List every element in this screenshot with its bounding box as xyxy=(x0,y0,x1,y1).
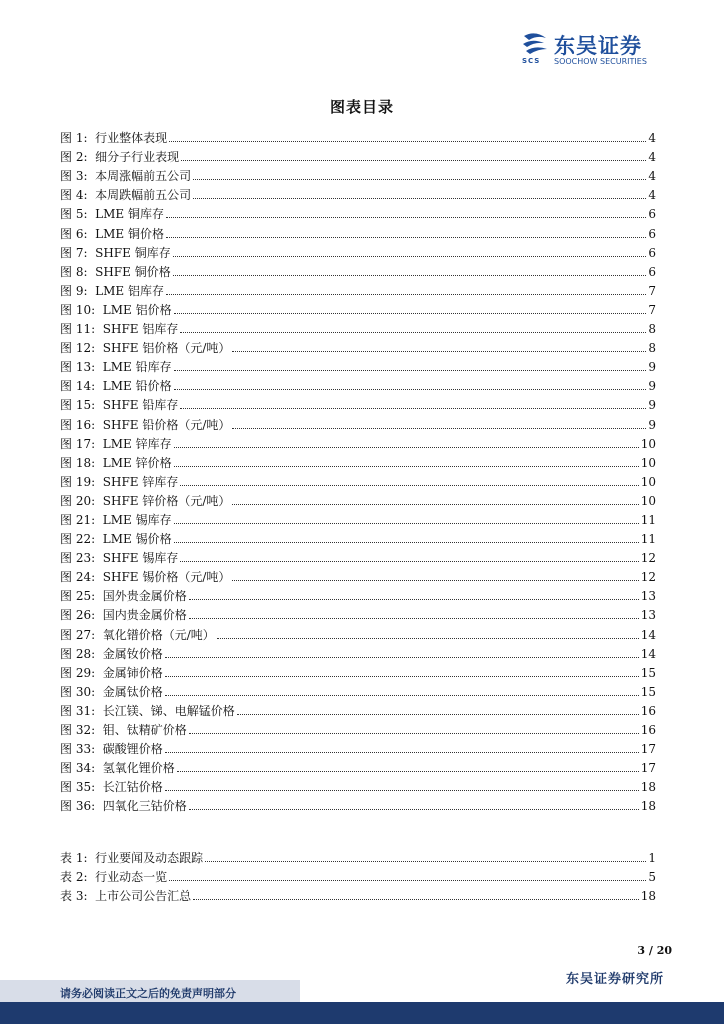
toc-entry[interactable] xyxy=(60,145,656,164)
toc-label: 图 9: LME 铝库存 xyxy=(60,283,164,298)
table-list xyxy=(60,846,656,903)
toc-page: 9 xyxy=(648,360,656,375)
toc-entry[interactable] xyxy=(60,393,656,412)
dot-leader xyxy=(165,695,639,696)
toc-page: 10 xyxy=(640,493,656,508)
toc-entry[interactable] xyxy=(60,865,656,884)
toc-entry[interactable] xyxy=(60,298,656,317)
toc-label: 图 12: SHFE 铝价格（元/吨） xyxy=(60,341,231,356)
toc-entry[interactable] xyxy=(60,412,656,431)
toc-page: 4 xyxy=(648,150,656,165)
toc-label: 图 23: SHFE 锡库存 xyxy=(60,551,179,566)
toc-page: 1 xyxy=(648,851,656,866)
toc-entry[interactable] xyxy=(60,756,656,775)
toc-page: 6 xyxy=(648,245,656,260)
toc-entry[interactable] xyxy=(60,221,656,240)
toc-page: 14 xyxy=(640,627,656,642)
toc-label: 表 3: 上市公司公告汇总 xyxy=(60,889,192,904)
toc-page: 9 xyxy=(648,379,656,394)
toc-entry[interactable] xyxy=(60,202,656,221)
toc-entry[interactable] xyxy=(60,260,656,279)
toc-entry[interactable] xyxy=(60,183,656,202)
toc-page: 4 xyxy=(648,131,656,146)
toc-label: 图 28: 金属钕价格 xyxy=(60,646,163,661)
toc-page: 16 xyxy=(640,703,656,718)
dot-leader xyxy=(232,580,638,581)
toc-label: 图 6: LME 铜价格 xyxy=(60,226,164,241)
dot-leader xyxy=(189,599,639,600)
figure-list xyxy=(60,126,656,813)
dot-leader xyxy=(217,638,639,639)
toc-page: 13 xyxy=(640,608,656,623)
dot-leader xyxy=(237,714,639,715)
toc-entry[interactable] xyxy=(60,642,656,661)
dot-leader xyxy=(173,275,646,276)
toc-label: 图 22: LME 锡价格 xyxy=(60,532,172,547)
dot-leader xyxy=(166,294,646,295)
dot-leader xyxy=(174,313,646,314)
logo-abbreviation: SCS xyxy=(522,57,541,65)
dot-leader xyxy=(165,657,639,658)
dot-leader xyxy=(165,752,639,753)
disclaimer-text: 请务必阅读正文之后的免责声明部分 xyxy=(60,987,236,1000)
toc-entry[interactable] xyxy=(60,336,656,355)
toc-page: 17 xyxy=(640,761,656,776)
dot-leader xyxy=(166,237,646,238)
toc-page: 12 xyxy=(640,551,656,566)
toc-label: 图 29: 金属铈价格 xyxy=(60,665,163,680)
toc-entry[interactable] xyxy=(60,680,656,699)
toc-page: 12 xyxy=(640,570,656,585)
dot-leader xyxy=(180,332,646,333)
toc-entry[interactable] xyxy=(60,565,656,584)
toc-label: 图 10: LME 铝价格 xyxy=(60,302,172,317)
toc-page: 13 xyxy=(640,589,656,604)
dot-leader xyxy=(174,466,639,467)
toc-label: 图 4: 本周跌幅前五公司 xyxy=(60,188,192,203)
toc-label: 图 27: 氧化镨价格（元/吨） xyxy=(60,627,215,642)
soochow-logo-icon xyxy=(520,32,550,56)
dot-leader xyxy=(232,428,646,429)
toc-entry[interactable] xyxy=(60,451,656,470)
toc-page: 11 xyxy=(640,532,656,547)
toc-label: 图 31: 长江镁、锑、电解锰价格 xyxy=(60,703,235,718)
toc-page: 15 xyxy=(640,665,656,680)
dot-leader xyxy=(166,217,646,218)
dot-leader xyxy=(174,523,639,524)
toc-page: 4 xyxy=(648,188,656,203)
toc-entry[interactable] xyxy=(60,317,656,336)
toc-entry[interactable] xyxy=(60,508,656,527)
dot-leader xyxy=(189,618,639,619)
logo-english-name: SOOCHOW SECURITIES xyxy=(554,57,647,66)
dot-leader xyxy=(180,561,638,562)
dot-leader xyxy=(165,676,639,677)
toc-page: 10 xyxy=(640,455,656,470)
toc-label: 图 7: SHFE 铜库存 xyxy=(60,245,171,260)
dot-leader xyxy=(193,899,639,900)
toc-entry[interactable] xyxy=(60,241,656,260)
toc-page: 5 xyxy=(648,870,656,885)
toc-entry[interactable] xyxy=(60,527,656,546)
toc-page: 9 xyxy=(648,417,656,432)
toc-page: 15 xyxy=(640,684,656,699)
dot-leader xyxy=(193,179,646,180)
toc-label: 图 13: LME 铅库存 xyxy=(60,360,172,375)
toc-entry[interactable] xyxy=(60,737,656,756)
toc-label: 图 26: 国内贵金属价格 xyxy=(60,608,187,623)
page-title: 图表目录 xyxy=(329,98,394,116)
toc-label: 图 21: LME 锡库存 xyxy=(60,512,172,527)
toc-entry[interactable] xyxy=(60,374,656,393)
dot-leader xyxy=(173,256,646,257)
toc-entry[interactable] xyxy=(60,884,656,903)
toc-page: 18 xyxy=(640,799,656,814)
dot-leader xyxy=(165,790,639,791)
dot-leader xyxy=(180,485,638,486)
toc-label: 图 20: SHFE 锌价格（元/吨） xyxy=(60,493,231,508)
toc-page: 4 xyxy=(648,169,656,184)
toc-label: 图 32: 钼、钛精矿价格 xyxy=(60,723,187,737)
toc-label: 图 18: LME 锌价格 xyxy=(60,455,172,470)
toc-page: 10 xyxy=(640,474,656,489)
dot-leader xyxy=(177,771,639,772)
toc-label: 图 24: SHFE 锡价格（元/吨） xyxy=(60,570,231,585)
page-number: 3 / 20 xyxy=(637,944,672,957)
toc-label: 图 36: 四氧化三钴价格 xyxy=(60,799,187,814)
toc-label: 图 25: 国外贵金属价格 xyxy=(60,589,187,604)
institute-name: 东吴证券研究所 xyxy=(565,972,664,987)
toc-entry[interactable] xyxy=(60,775,656,794)
toc-page: 6 xyxy=(648,207,656,222)
toc-entry[interactable] xyxy=(60,355,656,374)
toc-label: 图 5: LME 铜库存 xyxy=(60,207,164,222)
toc-label: 图 8: SHFE 铜价格 xyxy=(60,264,171,279)
toc-label: 图 30: 金属钛价格 xyxy=(60,684,163,699)
toc-page: 18 xyxy=(640,889,656,904)
dot-leader xyxy=(181,160,646,161)
toc-page: 17 xyxy=(640,742,656,757)
toc-label: 图 35: 长江钴价格 xyxy=(60,780,163,795)
dot-leader xyxy=(180,408,646,409)
dot-leader xyxy=(174,542,639,543)
toc-label: 图 15: SHFE 铅库存 xyxy=(60,398,179,413)
brand-logo xyxy=(520,30,670,70)
dot-leader xyxy=(174,370,646,371)
footer-bar xyxy=(0,1002,724,1024)
toc-page: 8 xyxy=(648,341,656,356)
toc-page: 8 xyxy=(648,322,656,337)
toc-page: 6 xyxy=(648,226,656,241)
dot-leader xyxy=(169,880,646,881)
toc-page: 14 xyxy=(640,646,656,661)
dot-leader xyxy=(189,733,639,734)
toc-label: 表 1: 行业要闻及动态跟踪 xyxy=(60,851,204,866)
toc-page: 6 xyxy=(648,264,656,279)
dot-leader xyxy=(232,504,638,505)
toc-label: 图 3: 本周涨幅前五公司 xyxy=(60,169,192,184)
toc-entry[interactable] xyxy=(60,164,656,183)
dot-leader xyxy=(169,141,646,142)
toc-entry[interactable] xyxy=(60,279,656,298)
toc-entry[interactable] xyxy=(60,794,656,813)
toc-label: 图 1: 行业整体表现 xyxy=(60,131,168,146)
toc-label: 图 17: LME 锌库存 xyxy=(60,436,172,451)
toc-label: 图 11: SHFE 铝库存 xyxy=(60,322,179,337)
dot-leader xyxy=(193,198,646,199)
toc-entry[interactable] xyxy=(60,622,656,641)
toc-entry[interactable] xyxy=(60,846,656,865)
dot-leader xyxy=(174,447,639,448)
toc-label: 图 19: SHFE 锌库存 xyxy=(60,474,179,489)
toc-page: 7 xyxy=(648,283,656,298)
toc-entry[interactable] xyxy=(60,718,656,737)
toc-label: 图 33: 碳酸锂价格 xyxy=(60,742,163,757)
dot-leader xyxy=(232,351,646,352)
dot-leader xyxy=(174,389,646,390)
toc-entry[interactable] xyxy=(60,126,656,145)
toc-entry[interactable] xyxy=(60,489,656,508)
toc-entry[interactable] xyxy=(60,546,656,565)
toc-label: 图 34: 氢氧化锂价格 xyxy=(60,761,175,776)
toc-entry[interactable] xyxy=(60,661,656,680)
toc-entry[interactable] xyxy=(60,603,656,622)
toc-page: 18 xyxy=(640,780,656,795)
dot-leader xyxy=(189,809,639,810)
toc-page: 11 xyxy=(640,512,656,527)
toc-page: 9 xyxy=(648,398,656,413)
toc-label: 图 14: LME 铅价格 xyxy=(60,379,172,394)
toc-label: 图 16: SHFE 铅价格（元/吨） xyxy=(60,417,231,432)
toc-page: 16 xyxy=(640,723,656,737)
toc-entry[interactable] xyxy=(60,584,656,603)
toc-page: 10 xyxy=(640,436,656,451)
toc-entry[interactable] xyxy=(60,432,656,451)
toc-label: 图 2: 细分子行业表现 xyxy=(60,150,180,165)
dot-leader xyxy=(205,861,646,862)
toc-entry[interactable] xyxy=(60,699,656,718)
toc-label: 表 2: 行业动态一览 xyxy=(60,870,168,885)
toc-page: 7 xyxy=(648,302,656,317)
logo-chinese-name: 东吴证券 xyxy=(554,34,642,58)
toc-entry[interactable] xyxy=(60,470,656,489)
